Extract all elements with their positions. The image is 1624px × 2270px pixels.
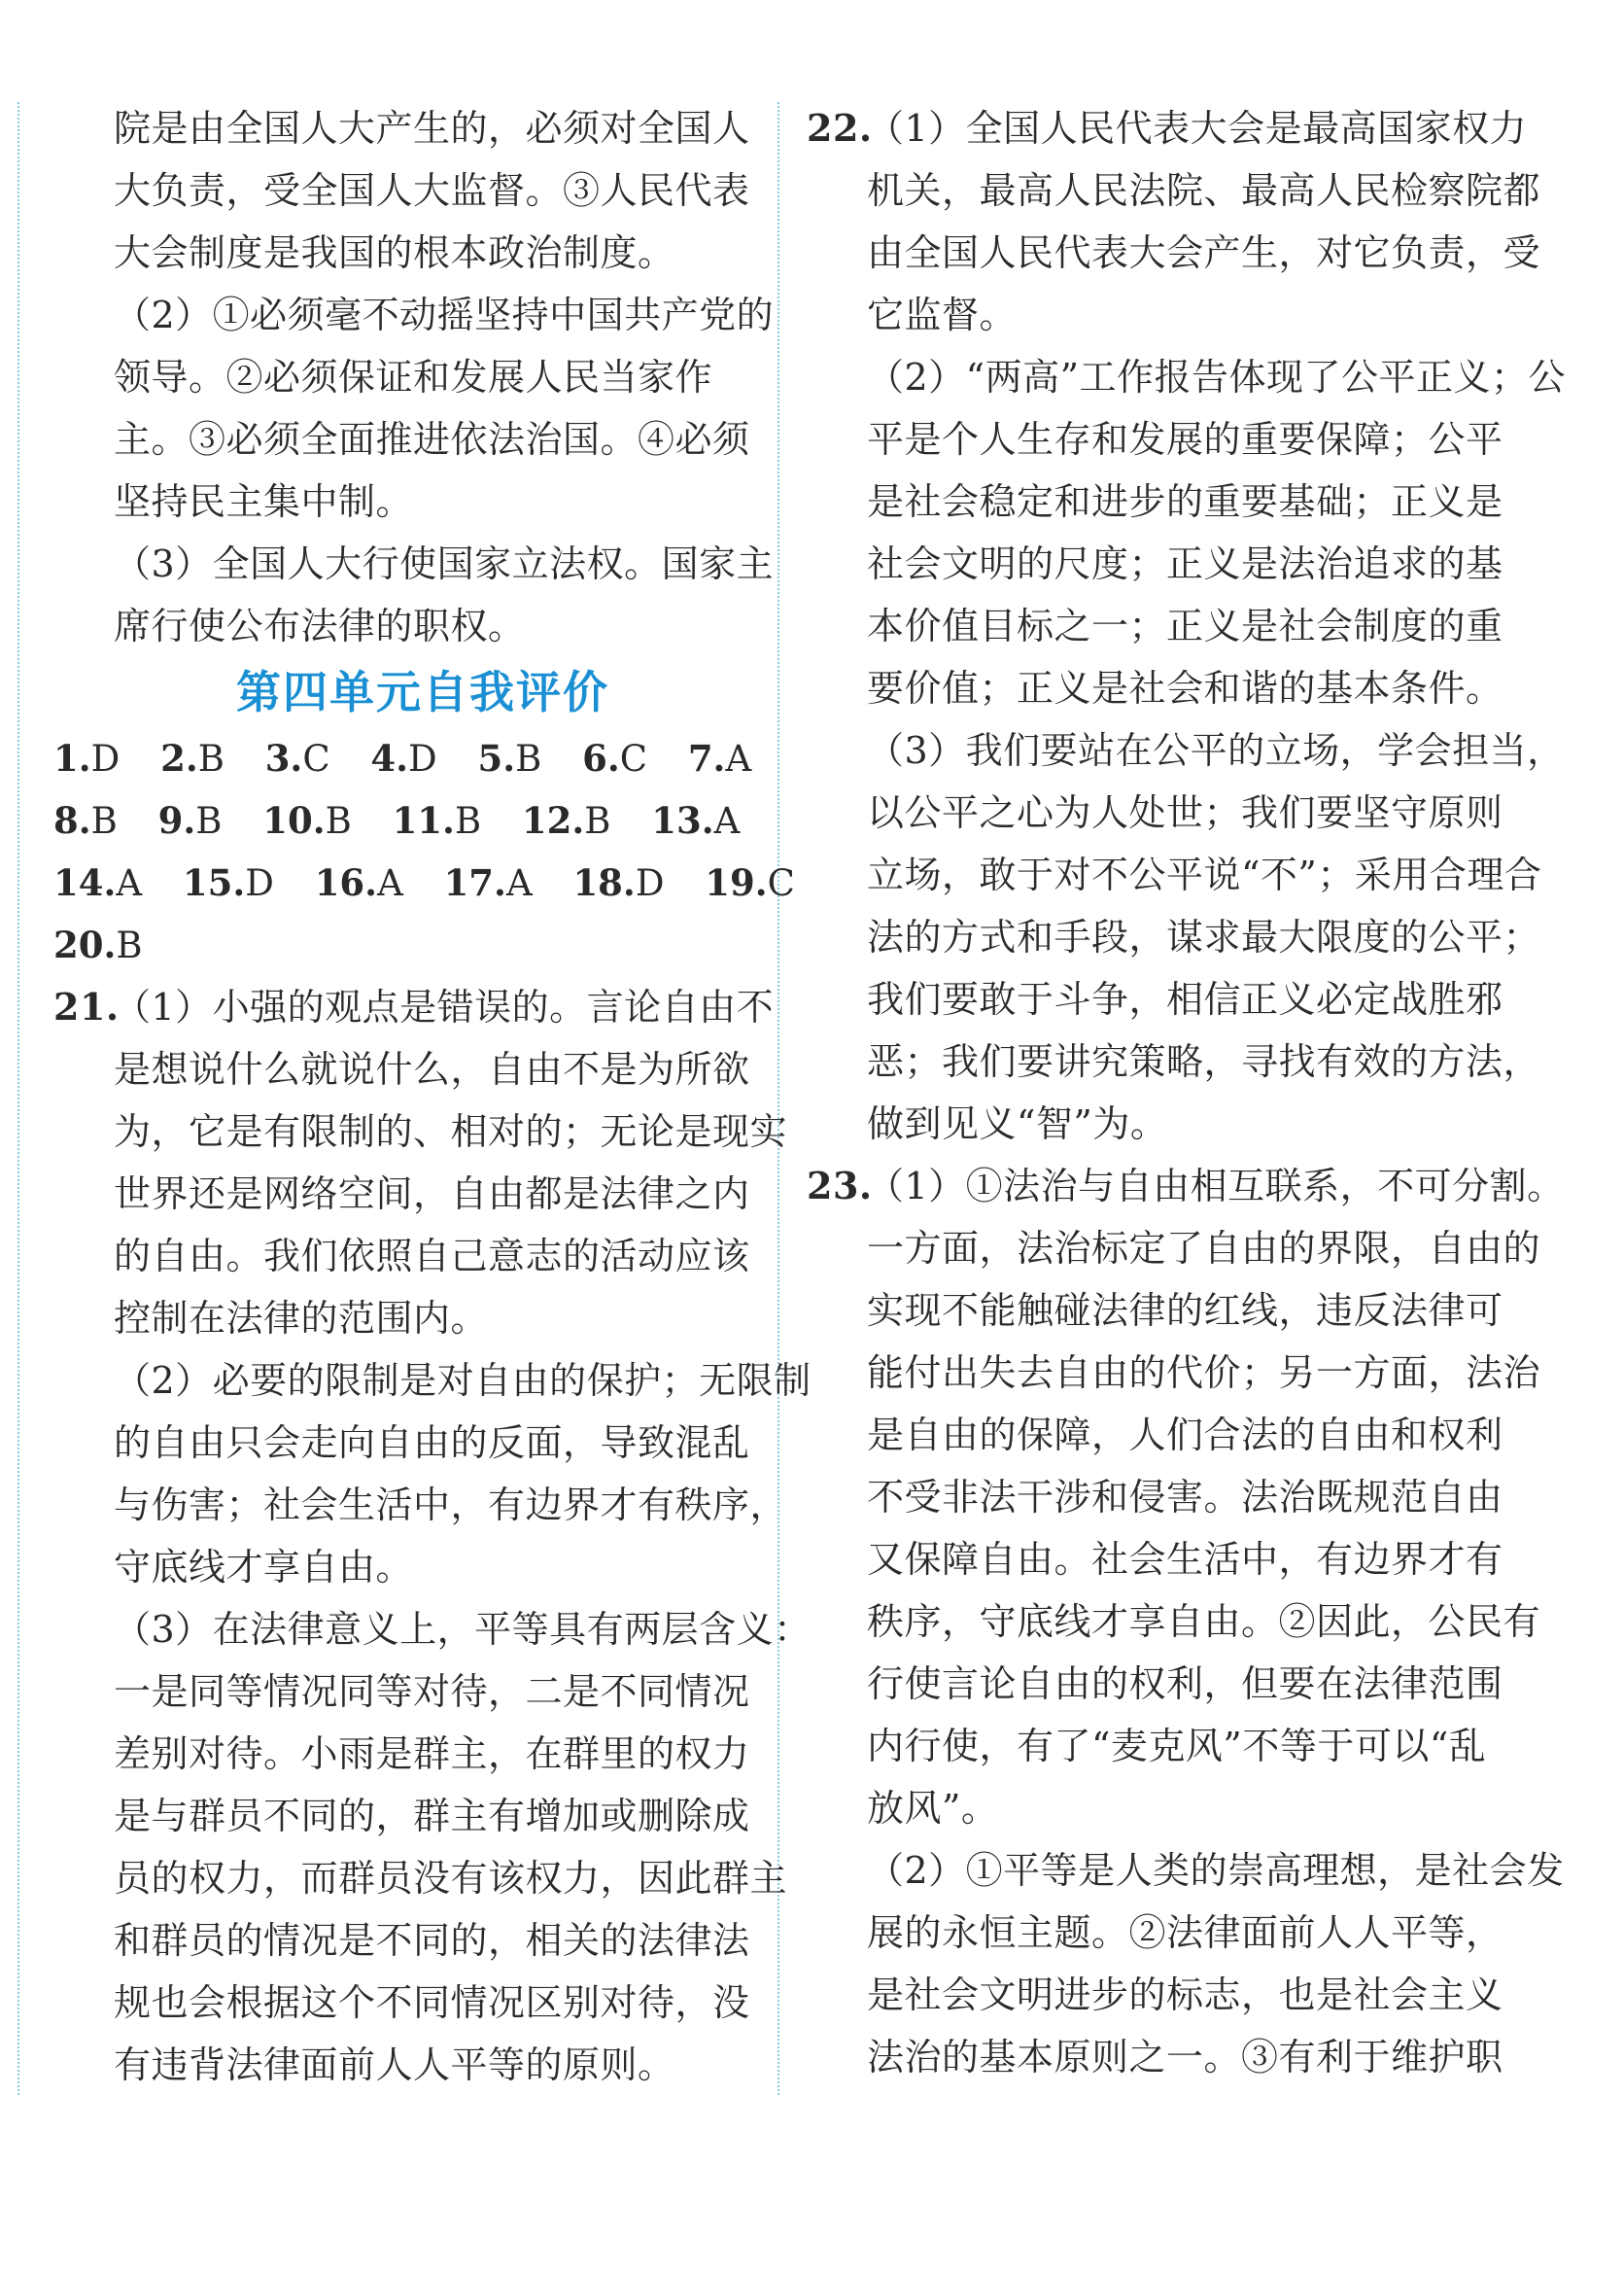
text-line: 由全国人民代表大会产生，对它负责，受 (867, 231, 1541, 274)
answer-letter: D (90, 738, 121, 780)
question-number: 17. (443, 861, 506, 904)
text-line: 放风”。 (867, 1787, 999, 1830)
text-line: 法治的基本原则之一。③有利于维护职 (867, 2036, 1503, 2078)
text-line: 我们要敢于斗争，相信正义必定战胜邪 (867, 978, 1503, 1021)
answer-item (265, 727, 330, 790)
text-line: 与伤害；社会生活中，有边界才有秩序， (114, 1484, 788, 1526)
text-line: 有违背法律面前人人平等的原则。 (114, 2043, 675, 2086)
text-line: 以公平之心为人处世；我们要坚守原则 (867, 791, 1503, 834)
question-number: 4. (370, 737, 409, 780)
answer-letter: A (713, 800, 741, 842)
text-line: 内行使，有了“麦克风”不等于可以“乱 (867, 1725, 1487, 1767)
text-line: 展的永恒主题。②法律面前人人平等， (867, 1911, 1503, 1954)
text-line: 它监督。 (867, 294, 1018, 336)
answer-item (53, 789, 118, 853)
answer-item (183, 852, 274, 915)
answer-letter: B (325, 800, 352, 842)
column-divider-dotted-line (777, 102, 779, 2095)
text-line: 一方面，法治标定了自由的界限，自由的 (867, 1227, 1541, 1270)
text-line: 社会文明的尺度；正义是法治追求的基 (867, 542, 1503, 585)
answer-item (651, 789, 740, 853)
question-number: 6. (582, 737, 620, 780)
answer-row-2 (53, 789, 753, 852)
answer-row-3 (53, 852, 795, 914)
question-number: 14. (53, 861, 117, 904)
section-title: 第四单元自我评价 (236, 666, 609, 718)
text-line: 是与群员不同的，群主有增加或删除成 (114, 1795, 750, 1837)
question-number: 12. (521, 799, 585, 842)
text-line: 秩序，守底线才享自由。②因此，公民有 (867, 1600, 1541, 1643)
answer-row-4 (53, 914, 753, 976)
question-21-first-line (53, 976, 775, 1038)
text-line: 大负责，受全国人大监督。③人民代表 (114, 169, 750, 212)
answer-letter: B (454, 800, 482, 842)
text-line: 法的方式和手段，谋求最大限度的公平； (867, 916, 1541, 959)
question-number: 18. (572, 861, 636, 904)
text-line: （2）①必须毫不动摇坚持中国共产党的 (114, 294, 775, 336)
text-line: （2）“两高”工作报告体现了公平正义；公 (867, 356, 1567, 399)
text-line: 恶；我们要讲究策略，寻找有效的方法， (867, 1040, 1541, 1083)
question-number: 16. (314, 861, 378, 904)
text-line: 席行使公布法律的职权。 (114, 605, 526, 647)
answer-item (572, 852, 664, 915)
answer-item (53, 727, 120, 790)
text-line: 行使言论自由的权利，但要在法律范围 (867, 1662, 1503, 1705)
text-line: 规也会根据这个不同情况区别对待，没 (114, 1981, 750, 2024)
text-line: 差别对待。小雨是群主，在群里的权力 (114, 1732, 750, 1775)
text-line: 是社会稳定和进步的重要基础；正义是 (867, 480, 1503, 523)
question-number: 10. (262, 799, 326, 842)
answer-item (262, 789, 352, 853)
text-line: 不受非法干涉和侵害。法治既规范自由 (867, 1476, 1503, 1519)
text-line: 平是个人生存和发展的重要保障；公平 (867, 418, 1503, 461)
text-line: （2）①平等是人类的崇高理想，是社会发 (867, 1849, 1565, 1892)
text-line: 大会制度是我国的根本政治制度。 (114, 231, 675, 274)
text-line: 是社会文明进步的标志，也是社会主义 (867, 1973, 1503, 2016)
question-number: 7. (687, 737, 726, 780)
answer-letter: B (515, 738, 542, 780)
answer-item (582, 727, 647, 790)
text-line: （2）必要的限制是对自由的保护；无限制 (114, 1359, 812, 1402)
left-margin-dotted-line (17, 102, 19, 2095)
answer-item (53, 852, 142, 915)
answer-letter: B (197, 738, 225, 780)
answer-item (53, 914, 143, 977)
text-line: 院是由全国人大产生的，必须对全国人 (114, 107, 750, 150)
text-line: 一是同等情况同等对待，二是不同情况 (114, 1670, 750, 1713)
text-line: 是想说什么就说什么，自由不是为所欲 (114, 1048, 750, 1091)
text-line: 为，它是有限制的、相对的；无论是现实 (114, 1110, 788, 1153)
text-line: 坚持民主集中制。 (114, 480, 414, 523)
text-line: （1）小强的观点是错误的。言论自由不 (114, 986, 775, 1029)
text-line: 的自由只会走向自由的反面，导致混乱 (114, 1421, 750, 1464)
text-line: 机关，最高人民法院、最高人民检察院都 (867, 169, 1541, 212)
question-23-first-line (807, 1155, 1565, 1217)
question-number: 13. (651, 799, 714, 842)
text-line: （3）我们要站在公平的立场，学会担当， (867, 729, 1565, 772)
question-number: 9. (157, 799, 196, 842)
question-number: 2. (160, 737, 198, 780)
question-number: 21. (53, 985, 120, 1029)
answer-letter: C (619, 738, 648, 780)
answer-letter: D (408, 738, 437, 780)
left-column (53, 97, 812, 2096)
answer-item (315, 852, 403, 915)
question-number: 1. (53, 737, 91, 780)
text-line: 世界还是网络空间，自由都是法律之内 (114, 1172, 750, 1215)
question-number: 15. (182, 861, 246, 904)
answer-row-1 (53, 727, 753, 789)
answer-letter: A (725, 738, 752, 780)
question-number: 23. (807, 1164, 873, 1207)
answer-item (522, 789, 611, 853)
answer-item (393, 789, 482, 853)
text-line: （3）在法律意义上，平等具有两层含义： (114, 1608, 812, 1651)
text-line: 是自由的保障，人们合法的自由和权利 (867, 1414, 1503, 1456)
question-number: 22. (807, 106, 873, 150)
text-line: 的自由。我们依照自己意志的活动应该 (114, 1235, 750, 1277)
text-line: （3）全国人大行使国家立法权。国家主 (114, 542, 775, 585)
answer-letter: C (767, 862, 795, 904)
answer-letter: B (584, 800, 611, 842)
question-number: 3. (264, 737, 303, 780)
answer-item (158, 789, 223, 853)
text-line: 立场，敢于对不公平说“不”；采用合理合 (867, 854, 1542, 896)
answer-item (370, 727, 436, 790)
answer-letter: B (116, 925, 143, 966)
answer-item (688, 727, 751, 790)
answer-letter: B (90, 800, 118, 842)
answer-letter: C (302, 738, 330, 780)
answer-letter: A (377, 862, 403, 904)
answer-letter: D (635, 862, 665, 904)
question-number: 19. (705, 861, 768, 904)
answer-letter: B (195, 800, 223, 842)
question-number: 5. (477, 737, 516, 780)
answer-letter: A (505, 862, 533, 904)
question-number: 8. (53, 799, 91, 842)
text-line: 实现不能触碰法律的红线，违反法律可 (867, 1289, 1503, 1332)
text-line: 员的权力，而群员没有该权力，因此群主 (114, 1857, 788, 1900)
question-number: 11. (392, 799, 455, 842)
question-22-first-line (807, 97, 1528, 159)
answer-letter: D (245, 862, 274, 904)
text-line: （1）全国人民代表大会是最高国家权力 (867, 107, 1528, 150)
answer-item (444, 852, 533, 915)
text-line: 能付出失去自由的代价；另一方面，法治 (867, 1351, 1541, 1394)
text-line: 本价值目标之一；正义是社会制度的重 (867, 605, 1503, 647)
text-line: 做到见义“智”为。 (867, 1102, 1168, 1145)
answer-letter: A (116, 862, 143, 904)
answer-item (160, 727, 225, 790)
text-line: 主。③必须全面推进依法治国。④必须 (114, 418, 750, 461)
answer-item (705, 852, 795, 915)
text-line: 守底线才享自由。 (114, 1546, 414, 1589)
text-line: 和群员的情况是不同的，相关的法律法 (114, 1919, 750, 1962)
question-number: 20. (53, 924, 117, 966)
answer-item (477, 727, 541, 790)
text-line: 又保障自由。社会生活中，有边界才有 (867, 1538, 1503, 1581)
text-line: 要价值；正义是社会和谐的基本条件。 (867, 667, 1503, 710)
text-line: （1）①法治与自由相互联系，不可分割。 (867, 1165, 1565, 1207)
right-column (807, 97, 1567, 2088)
text-line: 领导。②必须保证和发展人民当家作 (114, 356, 713, 399)
text-line: 控制在法律的范围内。 (114, 1297, 489, 1340)
